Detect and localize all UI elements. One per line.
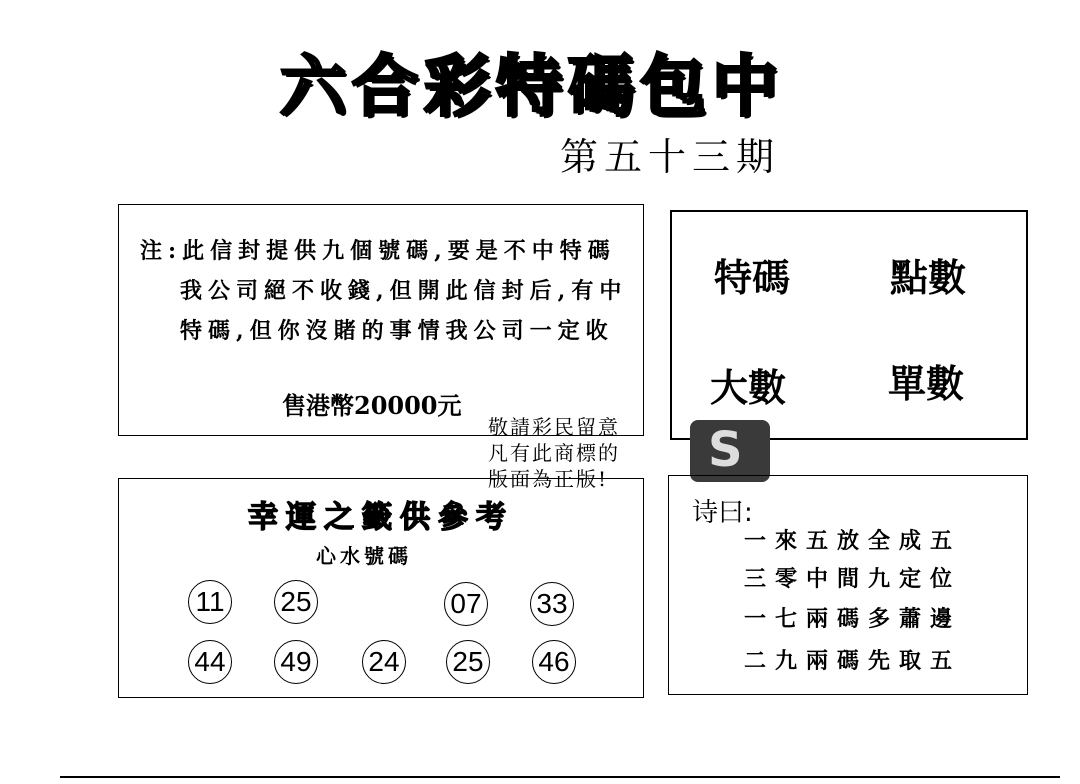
notice-line-1: 敬請彩民留意: [488, 415, 620, 439]
note-line-1: 注:此信封提供九個號碼,要是不中特碼: [140, 238, 616, 264]
lucky-title: 幸運之籤供參考: [248, 500, 514, 535]
attr-points: 點數: [890, 256, 967, 300]
attr-odd-number: 單數: [888, 362, 965, 406]
notice-line-2: 凡有此商標的: [488, 441, 620, 465]
poem-line-3: 一七兩碼多蕭邊: [744, 606, 962, 632]
number-ball: 07: [444, 582, 488, 626]
logo-glyph: S: [708, 422, 743, 478]
notice-line-3: 版面為正版!: [488, 467, 609, 491]
attr-special-code: 特碼: [714, 256, 791, 300]
snake-logo-icon: [690, 420, 770, 482]
price-label: 售港幣20000元: [282, 391, 462, 420]
page-title: 六合彩特碼包中: [280, 48, 784, 125]
number-ball: 11: [188, 580, 232, 624]
poem-line-2: 三零中間九定位: [744, 566, 962, 592]
poem-line-1: 一來五放全成五: [744, 528, 962, 554]
attr-big-number: 大數: [710, 366, 787, 410]
number-ball: 24: [362, 640, 406, 684]
number-ball: 44: [188, 640, 232, 684]
lucky-subtitle: 心水號碼: [316, 544, 412, 568]
number-ball: 33: [530, 582, 574, 626]
poem-line-4: 二九兩碼先取五: [744, 648, 962, 674]
number-ball: 25: [274, 580, 318, 624]
number-ball: 46: [532, 640, 576, 684]
note-line-3: 特碼,但你沒賭的事情我公司一定收: [180, 318, 614, 344]
number-ball: 25: [446, 640, 490, 684]
note-line-2: 我公司絕不收錢,但開此信封后,有中: [180, 278, 628, 304]
issue-number: 第五十三期: [560, 135, 781, 179]
bottom-rule: [60, 776, 1060, 778]
poem-heading: 诗曰:: [692, 498, 753, 528]
number-ball: 49: [274, 640, 318, 684]
